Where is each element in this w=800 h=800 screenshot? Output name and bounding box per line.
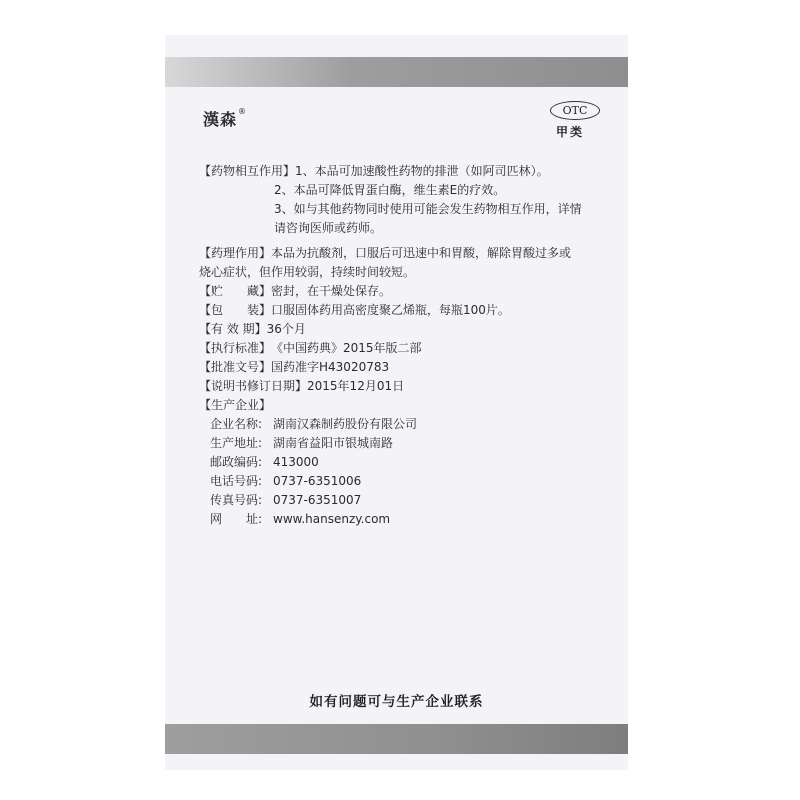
interaction-line [199,219,619,238]
field-label: 电话号码: [210,474,263,488]
section-text: 本品为抗酸剂，口服后可迅速中和胃酸，解除胃酸过多或 [271,246,572,260]
section-text: 1、本品可加速酸性药物的排泄（如阿司匹林）。 [295,164,549,178]
company-postcode: 413000 [273,455,319,469]
company-address: 湖南省益阳市银城南路 [273,436,394,450]
section-text: 2、本品可降低胃蛋白酶，维生素E的疗效。 [274,183,506,197]
manufacturer-section [199,396,619,415]
company-website: www.hansenzy.com [273,512,391,526]
contact-notice: 如有问题可与生产企业联系 [309,694,484,710]
company-name: 湖南汉森制药股份有限公司 [273,417,418,431]
otc-class-label: 甲类 [556,125,585,139]
section-label: 【生产企业】 [199,398,272,412]
field-label: 网 址: [210,512,263,526]
company-name-row [199,415,619,434]
interaction-section [199,162,619,181]
section-label: 【有 效 期】 [199,322,267,336]
brand-name: 漢森 [203,110,238,129]
leaflet-content [199,162,619,529]
section-label: 【药理作用】 [199,246,272,260]
section-label: 【批准文号】 [199,360,272,374]
section-label: 【说明书修订日期】 [199,379,308,393]
section-label: 【贮 藏】 [199,284,272,298]
field-label: 邮政编码: [210,455,263,469]
company-address-row [199,434,619,453]
section-text: 请咨询医师或药师。 [274,221,383,235]
interaction-line [199,181,619,200]
company-fax-row [199,491,619,510]
top-gray-band [165,57,628,87]
registered-mark: ® [238,107,248,116]
field-label: 传真号码: [210,493,263,507]
package-section [199,301,619,320]
pharmacology-line [199,263,619,282]
section-text: 密封，在干燥处保存。 [271,284,392,298]
section-text: 国药准字H43020783 [271,360,390,374]
company-phone: 0737-6351006 [273,474,362,488]
company-phone-row [199,472,619,491]
approval-section [199,358,619,377]
section-text: 3、如与其他药物同时使用可能会发生药物相互作用，详情 [274,202,582,216]
pharmacology-section [199,244,619,263]
section-label: 【包 装】 [199,303,272,317]
company-web-row [199,510,619,529]
standard-section [199,339,619,358]
field-label: 企业名称: [210,417,263,431]
company-fax: 0737-6351007 [273,493,362,507]
bottom-gray-band [165,724,628,754]
brand-logo [203,107,247,130]
otc-mark: OTC [550,101,600,120]
section-label: 【执行标准】 [199,341,272,355]
revision-section [199,377,619,396]
company-postcode-row [199,453,619,472]
section-label: 【药物相互作用】 [199,164,296,178]
storage-section [199,282,619,301]
field-label: 生产地址: [210,436,263,450]
section-text: 36个月 [266,322,306,336]
interaction-line [199,200,619,219]
section-text: 口服固体药用高密度聚乙烯瓶，每瓶100片。 [271,303,510,317]
section-text: 2015年12月01日 [307,379,405,393]
validity-section [199,320,619,339]
section-text: 《中国药典》2015年版二部 [271,341,422,355]
section-text: 烧心症状，但作用较弱，持续时间较短。 [199,265,416,279]
